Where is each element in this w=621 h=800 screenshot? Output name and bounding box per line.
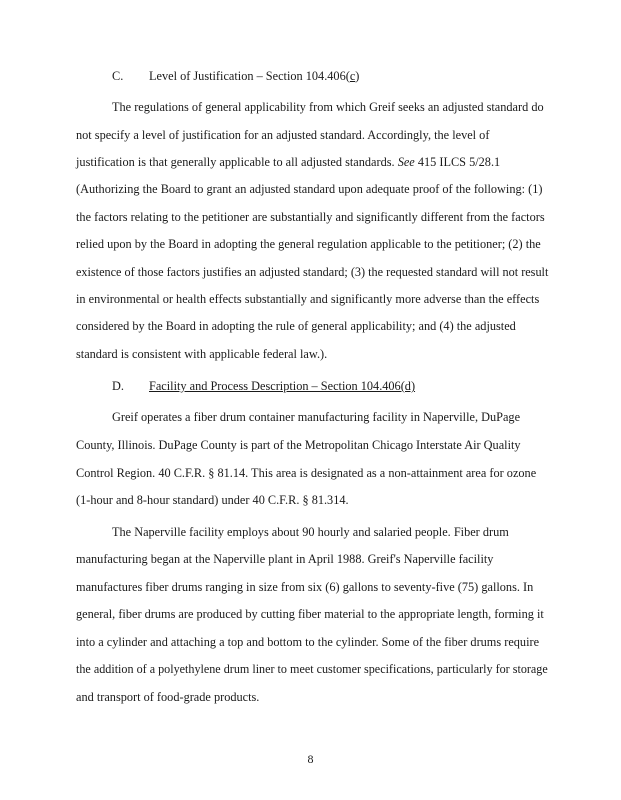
para1-line: in environmental or health effects substantially and significantly more adverse than the effects	[76, 292, 540, 306]
statute-cite: 415 ILCS 5/28.1	[414, 155, 501, 169]
para3-line: general, fiber drums are produced by cutting fiber material to the appropriate length, forming it	[76, 607, 544, 621]
para3-line: manufactures fiber drums ranging in size from six (6) gallons to seventy-five (75) gallons. In	[76, 580, 534, 594]
section-d-title: Facility and Process Description – Section 104.406(d)	[149, 379, 416, 393]
para1-line-text: justification is that generally applicable to all adjusted standards.	[76, 155, 398, 169]
para3-line: into a cylinder and attaching a top and bottom to the cylinder. Some of the fiber drums require	[76, 635, 540, 649]
para1-line	[76, 154, 500, 170]
para1-line: not specify a level of justification for an adjusted standard. Accordingly, the level of	[76, 128, 490, 142]
section-c-heading	[149, 68, 359, 84]
see-signal: See	[397, 155, 415, 169]
para2-line: Greif operates a fiber drum container manufacturing facility in Naperville, DuPage	[112, 410, 521, 424]
para1-line: (Authorizing the Board to grant an adjusted standard upon adequate proof of the following: (1)	[76, 182, 543, 196]
section-d-letter: D.	[112, 379, 124, 393]
para1-line: relied upon by the Board in adopting the general regulation applicable to the petitioner; (2) the	[76, 237, 541, 251]
para2-line: (1-hour and 8-hour standard) under 40 C.F.R. § 81.314.	[76, 493, 349, 507]
para1-line: standard is consistent with applicable federal law.).	[76, 347, 328, 361]
section-c-ref: c	[349, 69, 356, 83]
para3-line: The Naperville facility employs about 90 hourly and salaried people. Fiber drum	[112, 525, 509, 539]
para3-line: manufacturing began at the Naperville plant in April 1988. Greif's Naperville facility	[76, 552, 494, 566]
para2-line: Control Region. 40 C.F.R. § 81.14. This area is designated as a non-attainment area for ozone	[76, 466, 537, 480]
page-number: 8	[307, 752, 314, 766]
section-c-letter: C.	[112, 69, 124, 83]
para1-line: existence of those factors justifies an adjusted standard; (3) the requested standard will not result	[76, 265, 549, 279]
para1-line: the factors relating to the petitioner are substantially and significantly different from the factors	[76, 210, 545, 224]
para2-line: County, Illinois. DuPage County is part of the Metropolitan Chicago Interstate Air Quality	[76, 438, 521, 452]
para1-line: considered by the Board in adopting the rule of general applicability; and (4) the adjusted	[76, 319, 516, 333]
section-c-close: )	[355, 69, 360, 83]
para3-line: and transport of food-grade products.	[76, 690, 260, 704]
section-c-title: Level of Justification – Section 104.406(	[149, 69, 350, 83]
para3-line: the addition of a polyethylene drum liner to meet customer specifications, particularly for storage	[76, 662, 548, 676]
para1-line: The regulations of general applicability from which Greif seeks an adjusted standard do	[112, 100, 544, 114]
